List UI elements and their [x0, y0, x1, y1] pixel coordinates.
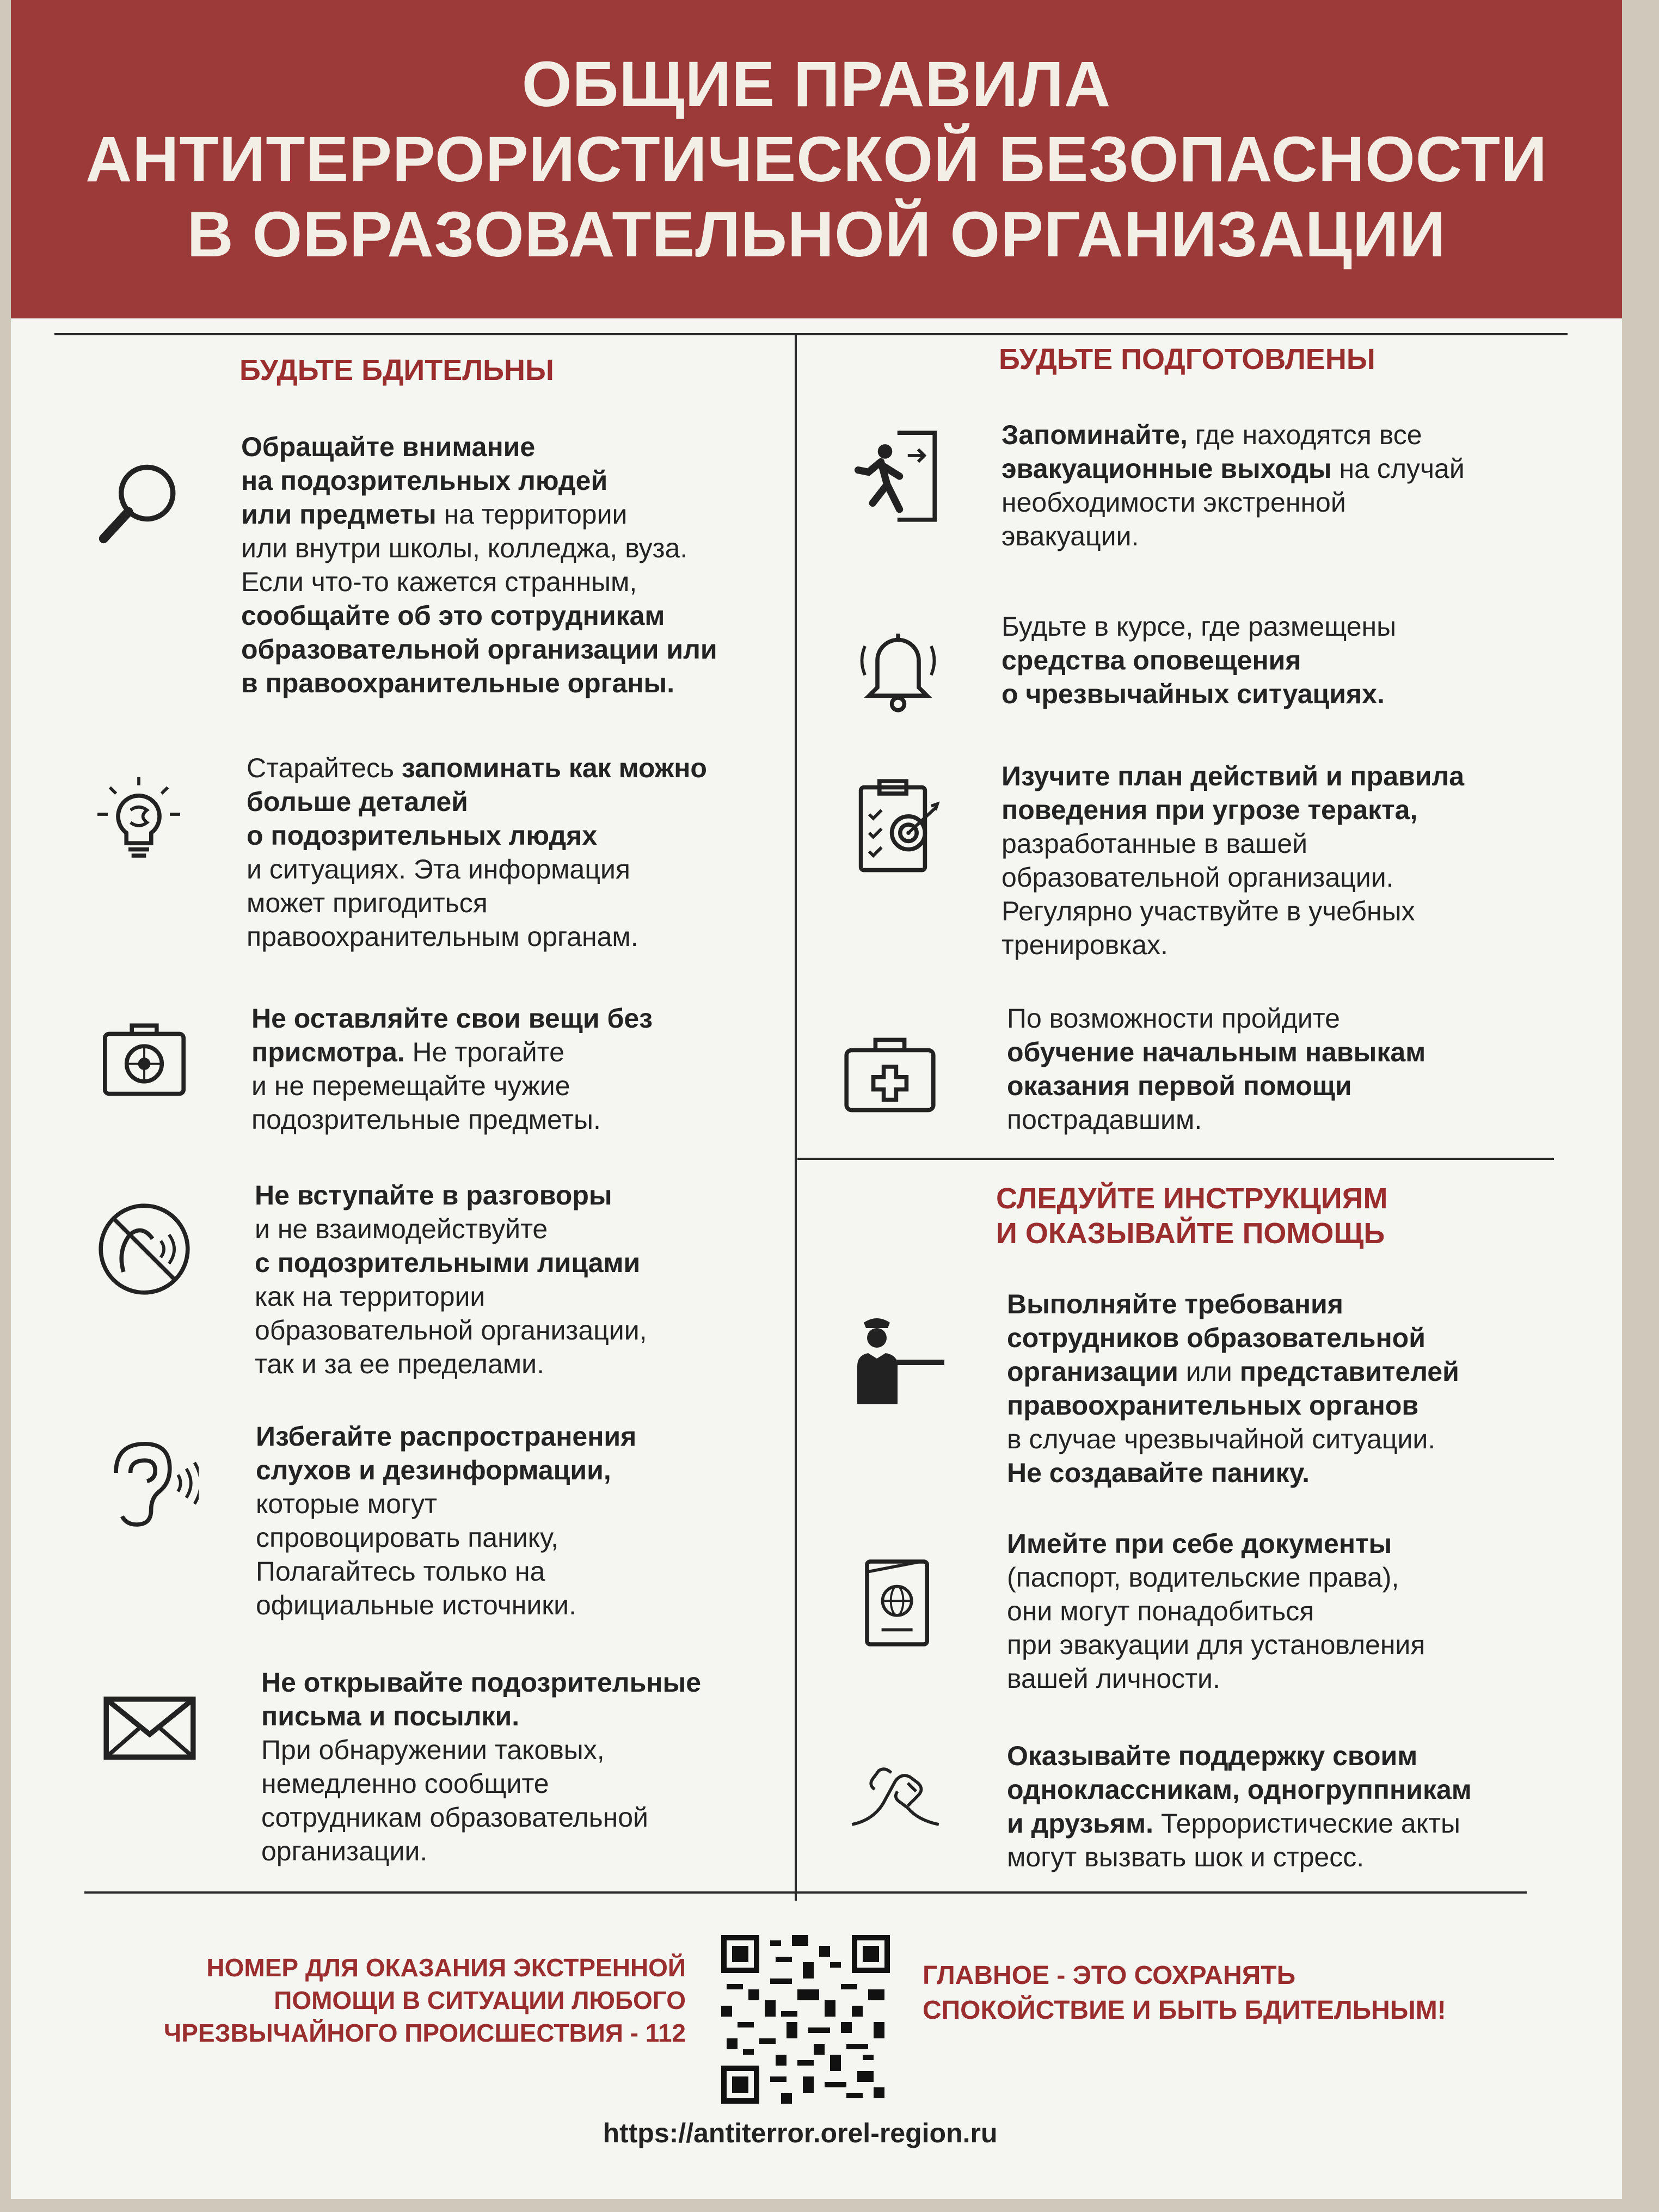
left-item-4-text: Не вступайте в разговоры и не взаимодействуйте с подозрительными лицами как на территории образовательной организации, так и за ее пределами. — [255, 1180, 647, 1379]
poster-sheet — [11, 0, 1622, 2199]
left-item-5-text: Избегайте распространения слухов и дезинформации, которые могут спровоцировать панику, Полагайтесь только на официальные источники. — [256, 1421, 637, 1620]
right-item-2-text: Будьте в курсе, где размещены средства оповещения о чрезвычайных ситуациях. — [1001, 611, 1397, 709]
emergency-number-text: НОМЕР ДЛЯ ОКАЗАНИЯ ЭКСТРЕННОЙ ПОМОЩИ В СИТУАЦИИ ЛЮБОГО ЧРЕЗВЫЧАЙНОГО ПРОИСШЕСТВИЯ - 112 — [163, 1953, 686, 2047]
right-item-1-text: Запоминайте, где находятся все эвакуационные выходы на случай необходимости экстренной эвакуации. — [1001, 420, 1465, 551]
right-item-5-text: Выполняйте требования сотрудников образовательной организации или представителей правоохранительных органов в случае чрезвычайной ситуации. Не создавайте панику. — [1007, 1289, 1459, 1488]
handshake-icon — [844, 1742, 947, 1845]
motto-text: ГЛАВНОЕ - ЭТО СОХРАНЯТЬ СПОКОЙСТВИЕ И БЫТЬ БДИТЕЛЬНЫМ! — [923, 1961, 1446, 2025]
emergency-exit-icon — [844, 425, 947, 528]
section-title-prepared: БУДЬТЕ ПОДГОТОВЛЕНЫ — [999, 343, 1375, 376]
magnifier-icon — [87, 452, 191, 555]
website-link[interactable]: https://antiterror.orel-region.ru — [603, 2118, 998, 2148]
officer-pointing-icon — [846, 1306, 950, 1410]
ear-icon — [95, 1431, 199, 1535]
left-item-1-text: Обращайте внимание на подозрительных людей или предметы на территории или внутри школы, колледжа, вуза. Если что-то кажется странным, сообщайте об это сотрудникам образовательной организации или в правоохранительные органы. — [241, 432, 717, 698]
lightbulb-brain-icon — [87, 773, 191, 876]
title-line-2: АНТИТЕРРОРИСТИЧЕСКОЙ БЕЗОПАСНОСТИ — [85, 123, 1547, 195]
title-line-1: ОБЩИЕ ПРАВИЛА — [521, 48, 1111, 120]
header-banner — [11, 0, 1622, 318]
qr-code[interactable] — [721, 1935, 890, 2104]
left-item-3-text: Не оставляйте свои вещи без присмотра. Не трогайте и не перемещайте чужие подозрительные предметы. — [251, 1003, 653, 1135]
right-item-3-text: Изучите план действий и правила поведения при угрозе теракта, разработанные в вашей образовательной организации. Регулярно участвуйте в учебных тренировках. — [1001, 761, 1465, 960]
divider-right-mid — [797, 1158, 1554, 1160]
passport-icon — [846, 1551, 950, 1655]
left-item-2-text: Старайтесь запоминать как можно больше деталей о подозрительных людях и ситуациях. Эта информация может пригодиться правоохранительным органам. — [247, 753, 707, 952]
section-title-vigilant: БУДЬТЕ БДИТЕЛЬНЫ — [239, 354, 554, 386]
divider-bottom — [84, 1891, 1527, 1894]
first-aid-kit-icon — [838, 1023, 942, 1127]
plan-target-icon — [846, 773, 950, 876]
section-title-follow-instructions: СЛЕДУЙТЕ ИНСТРУКЦИЯМ И ОКАЗЫВАЙТЕ ПОМОЩЬ — [996, 1182, 1388, 1250]
right-item-6-text: Имейте при себе документы (паспорт, водительские права), они могут понадобиться при эвакуации для установления вашей личности. — [1007, 1528, 1425, 1694]
no-talking-icon — [93, 1197, 196, 1301]
divider-top — [54, 333, 1568, 335]
title-line-3: В ОБРАЗОВАТЕЛЬНОЙ ОРГАНИЗАЦИИ — [187, 198, 1446, 271]
bag-bomb-icon — [93, 1007, 196, 1110]
envelope-icon — [98, 1676, 201, 1780]
left-item-6-text: Не открывайте подозрительные письма и посылки. При обнаружении таковых, немедленно сообщите сотрудникам образовательной организации. — [261, 1667, 702, 1866]
right-item-4-text: По возможности пройдите обучение начальным навыкам оказания первой помощи пострадавшим. — [1007, 1003, 1426, 1135]
right-item-7-text: Оказывайте поддержку своим одноклассникам, одногруппникам и друзьям. Террористические акты могут вызвать шок и стресс. — [1007, 1741, 1472, 1872]
bell-icon — [846, 615, 950, 718]
